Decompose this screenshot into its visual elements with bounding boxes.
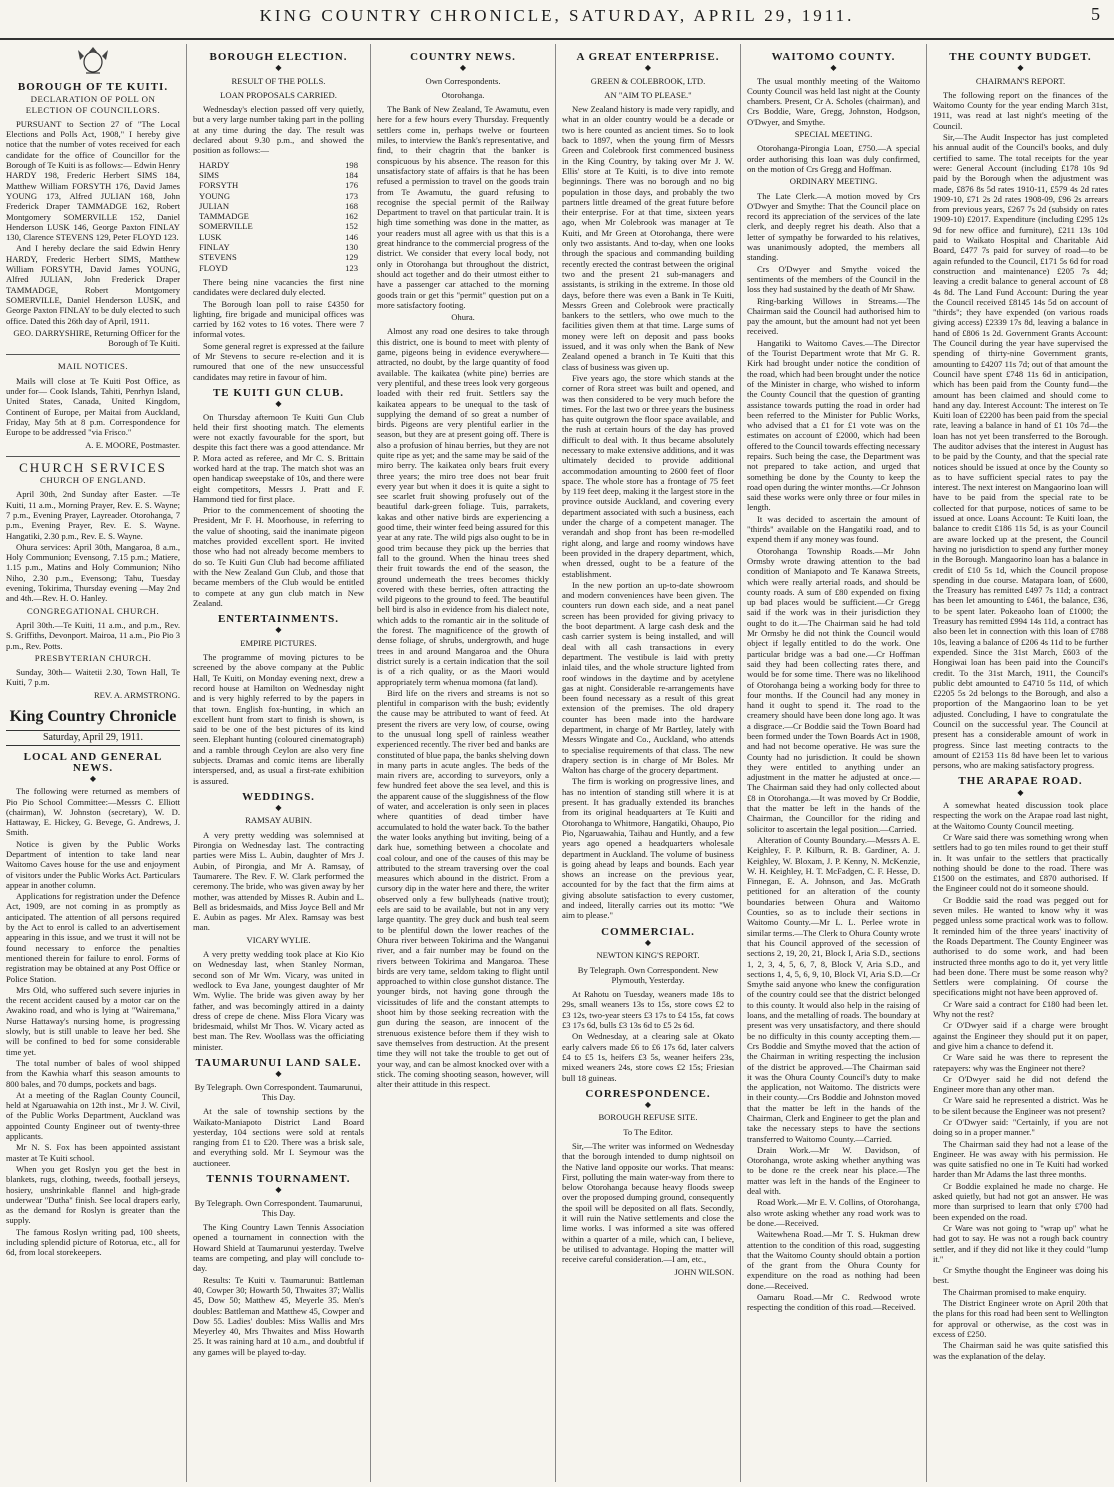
gun-club-body: On Thursday afternoon Te Kuiti Gun Club held their first shooting match. The elements were not exactly favourable for the sport, but despite this fact there was a good attendance. Mr P. Mora acted as referee, and Mr C. S. Brittain worked hard at the trap. The match shot was an open handicap sweepstake of 10s, and there were eight competitors, Messrs J. Pratt and F. Hammond tied for first place. bbox=[193, 411, 364, 504]
land-sale-title: TAUMARUNUI LAND SALE. bbox=[195, 1057, 362, 1070]
arapae-road-body: Cr Smythe thought the Engineer was doing his best. bbox=[933, 1265, 1108, 1286]
commercial-title: COMMERCIAL. bbox=[601, 925, 695, 938]
ordinary-meeting-heading: ORDINARY MEETING. bbox=[789, 176, 878, 187]
country-news-subtitle: Own Correspondents. bbox=[425, 75, 501, 86]
correspondence-title: CORRESPONDENCE. bbox=[585, 1087, 711, 1100]
election-subtitle: RESULT OF THE POLLS. bbox=[231, 75, 326, 86]
gun-club-body: Prior to the commencement of shooting the President, Mr F. H. Moorhouse, in referring to the value of shooting, said the inanimate pigeon matches provided excellent sport. He invited those who had not already become members to do so. Te Kuiti Gun Club had become affiliated with the New Zealand Gun Club, and those that became members of the Club would be entitled to compete at any gun club match in New Zealand. bbox=[193, 505, 364, 608]
result-row: STEVENS 129 bbox=[199, 252, 358, 263]
column-6 bbox=[926, 44, 1114, 1482]
notice-body: PURSUANT to Section 27 of "The Local Elections and Polls Act, 1908," I hereby give notice that the number of votes received for each candidate for the office of Councillor for the Borough of Te Kuiti is as follows:— Edwin Henry HARDY 198, Frederic Herbert SIMS 184, Matthew William FORSYTH 176, David James YOUNG 173, Alfred JULIAN 168, John Frederick Draper TAMMADGE 162, Robert Montgomery SOMERVILLE 152, Daniel Henderson LUSK 146, George Paxton FINLAY 130, Clarence STEVENS 129, Peter FLOYD 123. bbox=[6, 118, 180, 243]
local-news-item: Mrs Old, who suffered such severe injuries in the recent accident caused by a motor car on the Awakino road, and who is lying at "Wairemana," Nurse Hattaway's nursing home, is progressing slowly, but is still unable to leave her bed. She will be confined to bed for some considerable time yet. bbox=[6, 984, 180, 1057]
land-sale-subtitle: By Telegraph. Own Correspondent. Taumarunui, This Day. bbox=[194, 1081, 363, 1102]
arapae-road-body: The District Engineer wrote on April 20th that the plans for this road had been sent to Wellington for approval or otherwise, as the cost was in excess of £250. bbox=[933, 1298, 1108, 1339]
presbyterian-body: Sunday, 30th— Waitetii 2.30, Town Hall, Te Kuiti, 7 p.m. bbox=[6, 667, 180, 688]
mail-title: MAIL NOTICES. bbox=[57, 361, 129, 372]
country-news-body: The Bank of New Zealand, Te Awamutu, even here for a few hours every Thursday. Frequently settlers come in, perhaps twelve or fourteen miles, to interview the Bank's representative, and find, to their chagrin that the banker is conspicuous by his absence. The reason for this unsatisfactory state of affairs is that he has been refused a permission to travel on the goods train from Te Awamutu, the guard refusing to recognise the special permit of the Railway Department to travel on that particular train. It is high time something was done in the matter, as your readers must all agree with us that this is a great hindrance to the commercial progress of the district. We consider that every local body, not only in Otorohanga but throughout the district, should act together and do their utmost either to have a passenger car attached to the morning goods train or get this "permit" question put on a more satisfactory footing. bbox=[377, 104, 549, 310]
special-meeting-heading: SPECIAL MEETING. bbox=[794, 129, 873, 140]
waitomo-county-body: The usual monthly meeting of the Waitomo County Council was held last night at the County chambers. Present, Cr A. Scholes (chairman), and Crs Boddie, Ware, Gregg, Johnston, Hodgson, O'Dwyer, and Smythe. bbox=[747, 75, 920, 127]
election-body: The Borough loan poll to raise £4350 for lighting, fire brigade and municipal offices was carried by 162 votes to 16 votes. There were 7 informal votes. bbox=[193, 298, 364, 340]
church-title: CHURCH SERVICES bbox=[19, 459, 167, 475]
local-news-item: Mr N. S. Fox has been appointed assistant master at Te Kuiti school. bbox=[6, 1142, 180, 1163]
county-budget-title: THE COUNTY BUDGET. bbox=[949, 51, 1092, 63]
result-row: FORSYTH 176 bbox=[199, 180, 358, 191]
entertainments-body: The programme of moving pictures to be screened by the above company at the Public Hall, Te Kuiti, on Monday evening next, drew a record house at Hamilton on Wednesday night and is very highly referred to by the papers in that town. English fox-hunting, in which an excellent hunt from start to finish is shown, is said to be one of the best pictures of its kind seen. Elephant hunting (coloured cinematograph) and a ramble through Ceylon are also very fine subjects. Dramas and comic items are liberally interspersed, and, as usual a first-rate exhibition is assured. bbox=[193, 652, 364, 786]
ornament-icon: ◆ bbox=[644, 63, 652, 73]
country-news-title: COUNTRY NEWS. bbox=[410, 51, 516, 63]
waitomo-county-body: The Late Clerk.—A motion moved by Crs O'Dwyer and Smythe: That the Council place on record its appreciation of the services of the late clerk, and deeply regret his death. Also that a letter of sympathy be forwarded to his relatives, was unanimously adopted, the members all standing. bbox=[747, 190, 920, 263]
arapae-road-body: Cr Ware said he was there to represent the ratepayers: why was the Engineer not there? bbox=[933, 1052, 1108, 1073]
local-news-item: The total number of bales of wool shipped from the Kawhia wharf this season amounts to 800 bales, and 70 dumps, pockets and bags. bbox=[6, 1057, 180, 1089]
result-row: JULIAN 168 bbox=[199, 200, 358, 211]
enterprise-body: The firm is working on progressive lines, and has no intention of standing still where it is at present. It has gradually extended its branches from its original headquarters at Te Kuiti and Otorohanga to Whitmore, Hangatiki, Ohaupo, Pio Pio, Ngaruawahia, Taihau and Huntly, and a few years ago opened a headquarters wholesale department in Auckland. The volume of business is going ahead by leaps and bounds. Each year shows an increase on the previous year, accounted for by the fact that the firm aims at giving absolute satisfaction to every customer, and indeed, literally carries out its motto: "We aim to please." bbox=[562, 776, 734, 921]
election-body: Some general regret is expressed at the failure of Mr Stevens to secure re-election and it is rumoured that one of the new unsuccessful candidates may retire in favour of him. bbox=[193, 340, 364, 382]
royal-crest-icon bbox=[72, 46, 114, 76]
commercial-subtitle-2: By Telegraph. Own Correspondent. New Plymouth, Yesterday. bbox=[577, 964, 719, 985]
country-news-body: Almost any road one desires to take through this district, one is bound to meet with plenty of game, pigeons being in evidence everywhere—attracted, no doubt, by the large quantity of food available. The kaikatea (white pine) berries are very plentiful, and these trees look very gorgeous loaded with their red fruit. Settlers say the kaikatea appears to be unequal to the task of supplying the demand of so great a number of birds. Pigeons are very plentiful earlier in the season, but they are at present going off. There is also a profusion of hinau berries, but they are not quite ripe as yet; and the same may be said of the miro berry. The kaikatea only bears fruit every three years; the miro tree does not bear fruit every year but when it does it is quite a sight to see scarlet fruit showing profusely out of the beautiful dark-green foliage. Tuis, parrakets, kakas and other native birds are experiencing a good time, their winter feed being assured for this year at any rate. The wild pigs also ought to be in good trim because they pick up the berries that fall to the ground. When the hinau trees shed their fruit towards the end of the season, the ground underneath the trees becomes thickly covered with these berries, often attracting the wild pigeons to the ground to feed. The beautiful bell bird is also in evidence from his dialect note, which adds to the romantic air in the solitude of the forest. The magnificence of the growth of dense foliage, of shrubs, undergrowth, and huge trees in and around Mangaroa and the Ohura district surely is a certain indication that the soil is of a rich quality, or as the Maori would appropriately term whenua momona (fat land). bbox=[377, 326, 549, 687]
column-3 bbox=[370, 44, 555, 1482]
arapae-road-body: The Chairman promised to make enquiry. bbox=[943, 1286, 1087, 1297]
column-4 bbox=[555, 44, 740, 1482]
ornament-icon: ◆ bbox=[459, 63, 467, 73]
place-heading: Otorohanga. bbox=[441, 89, 485, 100]
waitomo-county-body: Alteration of County Boundary.—Messrs A. E. Keighley, F. P. Kilburn, R. B. Gardiner, A. J. Keighley, W. Bloxam, J. P. Kenny, N. McKenzie, W. H. Keighley, H. T. McFadgen, C. F. Hesse, D. Finnegan, E. A. Johnson, and Jas. McGrath petitioned for an alteration of the county boundaries between Ohura and Waitomo Counties, so as to include their sections in Waitomo County.—Mr L. L. Perlee wrote in similar terms.—The Clerk to Ohura County wrote that his Council approved of the secession of sections 2, 19, 20, 21, Block I, Aria S.D., sections 1, 2, 3, 4, 5, 6, 7, 8, Block V, Aria S.D., and sections 1, 4, 5, 6, 9, 10, Block VI, Aria S.D.—Cr Smythe said anyone who knew the configuration of the country could see that the district belonged to this county. It would also help in the raising of loans, and the metalling of roads. The boundary at present was very unsatisfactory, and there should be no difficulty in this county accepting them.—Crs Boddie and Smythe moved that the action of the Chairman in writing respecting the inclusion of the district be approved.—The Chairman said it was the Ohura County Council's duty to make the application, not Waitomo. The districts were in their county.—Crs Boddie and Johnston moved that the matter be left in the hands of the Chairman, Clerk and Engineer to get the plan and take the necessary steps to have the sections transferred to Waitomo County.—Carried. bbox=[747, 834, 920, 1144]
notice-subtitle: DECLARATION OF POLL ON ELECTION OF COUNCILLORS. bbox=[25, 94, 161, 115]
ornament-icon: ◆ bbox=[830, 63, 837, 73]
local-news-item: Notice is given by the Public Works Department of intention to take land near Waitomo Caves house for the use and enjoyment of visitors under the Public Works Act. Particulars appear in another column. bbox=[6, 838, 180, 890]
enterprise-body: In the new portion an up-to-date showroom and modern conveniences have been given. The counters run down each side, and a neat panel screen has been provided for giving privacy to the boot department. A large cash desk and the cash carrier system is being installed, and will deal with all cash transactions in every department. The vestibule is laid with pretty inlaid tiles, and the whole structure lighted from roof windows in the daytime and by acetylene gas at night. Considerable re-arrangements have been found necessary as a result of this great extension of the premises. The old drapery counter has been made into the hardware department, in charge of Mr Bartley, lately with Messrs Wingate and Co., Auckland, who attends to specialise requirements of that class. The new drapery section is in charge of Mr Boles. Mr Walton has charge of the grocery department. bbox=[562, 579, 734, 776]
church-subtitle: CHURCH OF ENGLAND. bbox=[39, 475, 146, 486]
weddings-title: WEDDINGS. bbox=[242, 790, 315, 803]
notice-title: BOROUGH OF TE KUITI. bbox=[17, 81, 169, 93]
correspondence-signature: JOHN WILSON. bbox=[674, 1266, 734, 1277]
arapae-road-title: THE ARAPAE ROAD. bbox=[958, 775, 1083, 788]
column-1 bbox=[0, 44, 186, 1482]
gun-club-title: TE KUITI GUN CLUB. bbox=[212, 386, 345, 399]
mail-signature: A. E. MOORE, Postmaster. bbox=[85, 439, 180, 450]
enterprise-body: Five years ago, the store which stands at the corner of Rora street was built and opened, and was then considered to be very much before the times. For the last two or three years the business has quite outgrown the floor space available, and the rush at certain hours of the day has proved difficult to deal with. It thus became absolutely necessary to make extensive additions, and it was ultimately decided to provide additional accommodation amounting to 2600 feet of floor space. The whole store has a frontage of 75 feet by 119 feet deep, making it the largest store in the province outside Auckland, and covering every department associated with such a business, each under the charge of a competent manager. The verandah and shop front has been re-modelled right along, and large and roomy windows have been provided in the drapery department, which, when dressed, ought to be a feature of the establishment. bbox=[562, 372, 734, 579]
waitomo-county-body: Hangatiki to Waitomo Caves.—The Director of the Tourist Department wrote that Mr G. R. Kirk had brought under notice the condition of the road, which had been brought under the notice of the Minister in charge, who wished to inform the County Council that the question of granting assistance towards putting the road in order had been referred to the Minister for Public Works, who advised that a £1 for £1 vote was on the estimates on account of £2000, which had been offered to the Council towards effecting necessary repairs. Such being the case, the Department was not prepared to take action, and urged that something be done by the County to keep the road open during the winter months.—Cr Johnson said these works were only three or four miles in length. bbox=[747, 337, 920, 513]
land-sale-body: At the sale of township sections by the Waikato-Maniapoto District Land Board yesterday, 104 sections were sold at rentals ranging from £1 to £20. There was a brisk sale, and everything sold. Mr I. Seymour was the auctioneer. bbox=[193, 1106, 364, 1168]
waitomo-county-body: Otorohanga Township Roads.—Mr John Ormsby wrote drawing attention to the bad condition of Maniapoto and Te Kanawa Streets, which were really arterial roads, and should be county roads. A sum of £80 expended on fixing up bad places would be sufficient.—Cr Gregg said if the work was in their jurisdiction they ought to do it.—The Chairman said he had told Mr Ormsby he did not think the Council would object if legally entitled to do the work. One particular bridge was a bad one.—Cr Hoffman said they had been collecting rates there, and would be for some time. There was no likelihood of Otorohanga being a working body for three to four months. If the Council had any money in hand it ought to spend it. The road to the creamery should have been done long ago. It was a disgrace.—Cr Boddie said the Town Board had been formed under the Town Boards Act in 1908, and had not become operative. He was sure the County had no jurisdiction. It could be shown they were entitled to anything under an adjustment in the matter he adjusted at once.—The Chairman said they had only collected about £8 in Otorohanga.—It was moved by Cr Boddie, that the matter be left in the hands of the Chairman, the Councillor for the riding and solicitor to ascertain the legal position.—Carried. bbox=[747, 545, 920, 834]
result-row: SIMS 184 bbox=[199, 169, 358, 180]
tennis-subtitle: By Telegraph. Own Correspondent. Taumarunui, This Day. bbox=[194, 1197, 363, 1218]
enterprise-subtitle: GREEN & COLEBROOK, LTD. bbox=[590, 75, 706, 86]
result-row: TAMMADGE 162 bbox=[199, 211, 358, 222]
arapae-road-body: Cr Ware said he represented a district. Was he to be silent because the Engineer was not present? bbox=[933, 1095, 1108, 1116]
tennis-body: The King Country Lawn Tennis Association opened a tournament in connection with the Howard Shield at Taumarunui yesterday. Twelve teams are competing, and play will conclude to-day. bbox=[193, 1222, 364, 1274]
masthead-title: KING COUNTRY CHRONICLE, SATURDAY, APRIL 29, 1911. bbox=[259, 6, 855, 25]
result-row: FLOYD 123 bbox=[199, 262, 358, 273]
ornament-icon: ◆ bbox=[1017, 787, 1024, 797]
election-body: There being nine vacancies the first nine candidates were declared duly elected. bbox=[193, 276, 364, 298]
newspaper-columns bbox=[0, 44, 1114, 1482]
country-news-body: Bird life on the rivers and streams is not so plentiful in comparison with the bush; evidently the cause may be attributed to want of feed. At present the rivers are very low, of course, owing to the unusual long spell of rainless weather experienced recently. The river bed and banks are constituted of blue papa, the banks shelving down in many parts in acute angles. The beds of the main rivers are, according to surveyors, only a few hundred feet above the sea level, and this is the apparent cause of the sluggishness of the flow of water, and acceleration is only seen in places where quantities of dead timber have accumulated to hold the water back. To the bather the water looks anything but inviting, being of a dark hue, something between a chocolate and coal colour, and one of the causes of this may be attributed to the stream traversing over the coal measures which abound in the district. From a cursory dip in the water here and there, the writer observed only a few bullyheads (native trout); eels are said to be available, but not in any very large quantity. The grey duck and bush teal seem to be plentiful down the lower reaches of the Ohura river between Tokirima and the Wanganui river, and a fair number may be found on the rivers between Tokirima and Mangaroa. These birds are very tame, seldom taking to flight until approached to within close gunshot distance. The younger birds, not having gone through the vicissitudes of life and the constant attempts to shoot him by those seeking recreation with the gun during the season, are innocent of the strenuous existence before them if they wish to save themselves from destruction. At the present time they will not take the trouble to get out of your way, and can be almost knocked over with a stick. The coming shooting season, however, will alter their attitude in this respect. bbox=[377, 687, 549, 1090]
arapae-road-body: Cr Ware said there was something wrong when settlers had to go ten miles round to get their stuff in. It was unfair to the settlers that practically nothing should be done to the road. There was £1500 on the estimates, and £870 authorised. If the Engineer could not do it someone should. bbox=[933, 831, 1108, 894]
congregational-title: CONGREGATIONAL CHURCH. bbox=[26, 605, 160, 616]
church-body: April 30th, 2nd Sunday after Easter. —Te Kuiti, 11 a.m., Morning Prayer, Rev. E. S. Wayne; 7 p.m., Evening Prayer, Layreader. Otorohanga, 7 p.m., Evening Prayer, Rev. E. S. Wayne. Hangatiki, 2.30 p.m., Rev. E. S. Wayne. bbox=[6, 489, 180, 541]
local-news-title: LOCAL AND GENERAL NEWS. bbox=[23, 751, 163, 774]
county-budget-subtitle: CHAIRMAN'S REPORT. bbox=[975, 75, 1066, 86]
election-title: BOROUGH ELECTION. bbox=[209, 51, 348, 63]
ornament-icon: ◆ bbox=[275, 625, 282, 635]
county-budget-body: Sir,—The Audit Inspector has just completed his annual audit of the Council's books, and duly certified to same. The total receipts for the year were: General Account (including £178 10s 9d paid by the Borough when the adjustment was made, £876 8s 5d rates 1910-11, £579 4s 2d rates 1909-10, £71 2s 2d rates 1908-09, £96 2s arrears from previous years, £267 7s 2d (subsidy on rates 1909-10) £2017. Expenditure (including £295 12s 9d for new office and furniture), £211 13s 10d paid to Waikato Hospital and Charitable Aid Board, £477 7s paid for survey of road—to be again refunded to the Council, £171 5s 6d for road construction and maintenance) £205 7s 4d; leaving a credit balance to general account of £8 4s 8d. The Land Fund Account: During the year the Council received £8145 14s 5d on account of "thirds"; they have expended (on various roads giving access) £2339 17s 8d, leaving a balance in hand of £806 1s 2d. Government Grants Account: The Council during the year have supervised the spending of thirty-nine Government grants, amounting to £4207 11s 7d; out of that amount the Council have spent £748 11s 6d in anticipation, which has been paid from the County fund—the amount has been claimed and should come to hand any day. Interest Account: The interest on Te Kuiti loan of £2200 has been paid from the special rate, leaving a balance in hand of £1 10s 7d—the loan has not yet been transferred to the Borough. The auditor advises that the interest in August has to be paid by the County, and that the special rate notices should be issued at once by the County so as to have sufficient special rates to pay the interest. The next interest on Mangaorino loan will have to be paid from the special rate to be collected for that purpose, notices of same to be issued at once. Loans Account: Te Kuiti loan, the balance to credit £186 11s 5d, is as your Council are aware locked up at the present, the Council having no jurisdiction to spend any further money in the Borough. Mangaorino loan has a balance in credit of £10 5s 1d, which the Council propose spending in due course. Matapara loan, of £600, the Treasury has remitted £497 7s 11d; a contract has been let amounting to £461, the balance, £36, to be spent later. Pokeaoho loan of £1000; the Treasury has remitted £994 14s 11d, a contract has also been let in connection with this loan of £788 10s, leaving a balance of £206 4s 11d to be further expended. Since the 31st March, £603 of the Hongiwai loan has been paid into the Council's credit. To the 31st March, 1911, the Council's public debt amounted to £4710 5s 11d, of which £2205 5s 2d belongs to the Borough, and also a proportion of the Mangaorino loan to be yet adjusted. Concluding, I have to congratulate the Council on the successful year. The Council at present has a considerable amount of work in progress. Since last meeting contracts to the amount of £2153 11s 8d have been let to various persons, who are making satisfactory progress. bbox=[933, 132, 1108, 771]
tennis-title: TENNIS TOURNAMENT. bbox=[206, 1172, 351, 1185]
notice-declaration: And I hereby declare the said Edwin Henry HARDY, Frederic Herbert SIMS, Matthew William FORSYTH, David James YOUNG, Alfred JULIAN, John Frederick Draper TAMMADGE, Robert Montgomery SOMERVILLE, Daniel Henderson LUSK, and George Paxton FINLAY to be duly elected to such office. Dated this 26th day of April, 1911. bbox=[6, 243, 180, 326]
arapae-road-body: A somewhat heated discussion took place respecting the work on the Arapae road last night, at the Waitomo County Council meeting. bbox=[933, 800, 1108, 831]
wedding-body: A very pretty wedding took place at Kio Kio on Wednesday last, when Stanley Norman, second son of Mr Wm. Vicary, was united in wedlock to Eva Jane, youngest daughter of Mr Wm. Wylie. The bride was given away by her father, and was becomingly attired in a dainty dress of crepe de chene. Miss Flora Vicary was bridesmaid, whilst Mr Thos. W. Vicary acted as best man. The Rev. Woollass was the officiating minister. bbox=[193, 949, 364, 1052]
ornament-icon: ◆ bbox=[644, 937, 652, 947]
column-2 bbox=[186, 44, 370, 1482]
commercial-body: On Wednesday, at a clearing sale at Okato early calvers made £6 to £6 17s 6d, later calvers £4 to £5 1s, heifers £3 5s, weaner heifers 23s, mixed weaners 24s, store cows £2 15s; Friesian bull 18 guineas. bbox=[562, 1031, 734, 1083]
waitomo-county-body: Waitewhena Road.—Mr T. S. Hukman drew attention to the condition of this road, suggesting that the Waitomo County should obtain a portion of the grant from the Ohura County for expenditure on the road as nothing had been done.—Received. bbox=[747, 1229, 920, 1291]
waitomo-county-body: Ring-barking Willows in Streams.—The Chairman said the Council had authorised him to pay the amount, but the amount had not yet been received. bbox=[747, 295, 920, 337]
county-budget-body: The following report on the finances of the Waitomo County for the year ending March 31st, 1911, was read at last night's meeting of the Council. bbox=[933, 89, 1108, 131]
entertainments-title: ENTERTAINMENTS. bbox=[217, 613, 340, 626]
election-intro: Wednesday's election passed off very quietly, but a very large number taking part in the polling at any time during the day. The result was declared about 9.30 p.m., and showed the position as follows:— bbox=[193, 104, 364, 156]
waitomo-county-body: Road Work.—Mr E. V. Collins, of Otorohanga, also wrote asking whether any road work was to be done.—Received. bbox=[747, 1197, 920, 1228]
waitomo-county-body: Drain Work.—Mr W. Davidson, of Otorohanga, wrote asking whether anything was to be done re the creek near his place.—The matter was left in the hands of the Engineer to deal with. bbox=[747, 1144, 920, 1197]
mail-body: Mails will close at Te Kuiti Post Office, as under for— Cook Islands, Tahiti, Penrhyn Island, United States, Canada, United Kingdom, Continent of Europe, per Maitai from Auckland, Friday, May 5th at 8 p.m. Correspondence for Europe to be addressed "via Frisco." bbox=[6, 375, 180, 438]
result-row: HARDY 198 bbox=[199, 159, 358, 170]
ornament-icon: ◆ bbox=[275, 803, 282, 813]
masthead bbox=[0, 0, 1114, 40]
ornament-icon: ◆ bbox=[1017, 63, 1024, 73]
arapae-road-body: The Chairman said they had not a lease of the Engineer. He was away with his permission. He was quite satisfied no one in Te Kuiti had worked harder than Mr Adams the last three months. bbox=[933, 1138, 1108, 1180]
church-ohura: Ohura services: April 30th, Mangaroa, 8 a.m., Holy Communion; Evensong, 7.15 p.m.; Matiere, 1.15 p.m., Matins and Holy Communion; Niho Niho, 2.30 p.m., Evensong; Tahu, Tuesday evening, Tokirima, Thursday evening —May 2nd and 4th.—Rev. H. O. Hanley. bbox=[6, 541, 180, 604]
arapae-road-body: Cr O'Dwyer said: "Certainly, if you are not doing so in a proper manner." bbox=[933, 1116, 1108, 1138]
arapae-road-body: The Chairman said he was quite satisfied this was the explanation of the delay. bbox=[933, 1340, 1108, 1361]
place-heading: Ohura. bbox=[451, 312, 475, 323]
wedding-subtitle: RAMSAY AUBIN. bbox=[245, 815, 312, 826]
ornament-icon: ◆ bbox=[275, 1069, 282, 1079]
election-subtitle-2: LOAN PROPOSALS CARRIED. bbox=[220, 89, 337, 100]
wedding-subtitle-2: VICARY WYLIE. bbox=[246, 934, 311, 945]
arapae-road-body: Cr Boddie said the road was pegged out for seven miles. He wanted to know why it was pegged unless some practical work was to follow. It reminded him of the three years' inactivity of the Roads Department. The County Engineer was authorised to do some work, and had been instructed three months ago to do it, yet very little had been done. There must be some reason why? Settlers were complaining. Of course the specifications might not have been approved of. bbox=[933, 894, 1108, 998]
enterprise-body: New Zealand history is made very rapidly, and what in an older country would be a decade or two is here counted as ancient times. So to look back to 1897, when the young firm of Messrs Green and Colebrook first commenced business in the King Country, by taking over Mr J. W. Ellis' store at Te Kuiti, is to dive into remote beginnings. There was no borough and no big population in those days, and probably the two partners little dreamed of the great future before their enterprise. For at that time, sixteen years ago, when Mr Colebrook was manager at Te Kuiti, and Mr Green at Otorohanga, there were only two assistants. And to-day, when one looks through the spacious and commanding building recently erected the contrast between the original two and the present 21 sub-managers and assistants, is striking in the extreme. In those old days, before there was even a Bank in Te Kuiti, Messrs Green and Colebrook were practically bankers to the settlers, who owe much to the facilities given them at that time. Large sums of money were left on deposit and pass books issued, and it was only when the Bank of New Zealand opened a branch in Te Kuiti that this class of business was given up. bbox=[562, 104, 734, 372]
correspondence-subtitle-2: To The Editor. bbox=[623, 1126, 673, 1137]
column-5 bbox=[740, 44, 926, 1482]
ornament-icon: ◆ bbox=[275, 399, 282, 409]
notice-signature: GEO. DARRYSHIRE, Returning Officer for the Borough of Te Kuiti. bbox=[13, 327, 180, 349]
entertainments-subtitle: EMPIRE PICTURES. bbox=[240, 637, 317, 648]
waitomo-county-body: Crs O'Dwyer and Smythe voiced the sentiments of the members of the Council in the loss they had sustained by the death of Mr Shaw. bbox=[747, 263, 920, 295]
waitomo-county-body: Otorohanga-Pirongia Loan, £750.—A special order authorising this loan was duly confirmed, on the motion of Crs Gregg and Hoffman. bbox=[747, 143, 920, 174]
divider bbox=[6, 354, 180, 355]
ornament-icon: ◆ bbox=[275, 1185, 282, 1195]
waitomo-county-body: Oamaru Road.—Mr C. Redwood wrote respecting the condition of this road.—Received. bbox=[747, 1292, 920, 1313]
arapae-road-body: Cr O'Dwyer said if a charge were brought against the Engineer they should put it on paper, and give him a chance to defend it. bbox=[933, 1020, 1108, 1051]
commercial-body: At Rahotu on Tuesday, weaners made 18s to 29s, small weaners 13s to 15s, store cows £2 to £3 12s, two-year steers £3 17s to £4 15s, fat cows £3 17s 6d, bulls £3 13s 6d to £5 2s 6d. bbox=[562, 989, 734, 1031]
commercial-subtitle: NEWTON KING'S REPORT. bbox=[596, 950, 700, 961]
local-news-item: At a meeting of the Raglan County Council, held at Ngaruawahia on 12th inst., Mr J. W. Civil, of the Public Works Department, Auckland was appointed County Engineer out of twenty-three applicants. bbox=[6, 1089, 180, 1142]
divider bbox=[6, 456, 180, 457]
arapae-road-body: Cr Ware was not going to "wrap up" what he had got to say. He was not a rough back country settler, and if they did not like it they could "lump it." bbox=[933, 1222, 1108, 1264]
wedding-body: A very pretty wedding was solemnised at Pirongia on Wednesday last. The contracting parties were Miss L. Aubin, daughter of Mrs J. Aubin, of Pirongia, and Mr A. Ramsay, of Taumarere. The Rev. F. W. Clark performed the ceremony. The bride, who was given away by her mother, was attended by Misses R. Aubin and L. Bell as bridesmaids, and Miss Joyce Bell and Mr E. Aubin as pages. Mr Alex. Ramsay was best man. bbox=[193, 829, 364, 933]
arapae-road-body: Cr Ware said a contract for £180 had been let. Why not the rest? bbox=[933, 998, 1108, 1020]
local-news-item: The famous Roslyn writing pad, 100 sheets, including splendid picture of Rotorua, etc., all for 6d, from local storekeepers. bbox=[6, 1226, 180, 1258]
ornament-icon: ◆ bbox=[275, 63, 282, 73]
arapae-road-body: Cr O'Dwyer said he did not defend the Engineer more than any other man. bbox=[933, 1073, 1108, 1095]
presbyterian-signature: REV. A. ARMSTRONG. bbox=[93, 689, 180, 700]
result-row: SOMERVILLE 152 bbox=[199, 221, 358, 232]
result-row: FINLAY 130 bbox=[199, 242, 358, 253]
local-news-item: The following were returned as members of Pio Pio School Committee:—Messrs C. Elliott (chairman), W. Johnston (secretary), W. D. Hattaway, E. Hickey, G. Bevege, G. Andrews, J. Smith. bbox=[6, 786, 180, 838]
congregational-body: April 30th.—Te Kuiti, 11 a.m., and p.m., Rev. S. Griffiths, Devonport. Mairoa, 11 a.m., Pio Pio 3 p.m., Rev. Potts. bbox=[6, 619, 181, 651]
ornament-icon: ◆ bbox=[644, 1100, 652, 1110]
election-results bbox=[193, 160, 364, 273]
enterprise-title: A GREAT ENTERPRISE. bbox=[576, 51, 720, 63]
paper-date: Saturday, April 29, 1911. bbox=[6, 730, 180, 746]
presbyterian-title: PRESBYTERIAN CHURCH. bbox=[34, 652, 152, 663]
local-news-item: When you get Roslyn you get the best in blankets, rugs, clothing, tweeds, football jerseys, hosiery, unshrinkable flannel and high-grade underwear "Dutha" finish. See local drapers early, as the demand for Roslyn is greater than the supply. bbox=[6, 1163, 180, 1226]
ornament-icon: ◆ bbox=[89, 773, 97, 783]
arapae-road-body: Cr Boddie explained he made no charge. He asked quietly, but had not got an answer. He was more than surprised to learn that only £700 had been expended on the road. bbox=[933, 1180, 1108, 1222]
correspondence-body: Sir,—The writer was informed on Wednesday that the borough intended to dump nightsoil on the Native land opposite our works. That means: First, polluting the main water-way from there to below Otorohanga because heavy floods sweep over the proposed dumping ground, consequently the spoil will be deposited on all flats. Secondly, it will ruin the Native settlements and close the lime works. I was informed a site was offered within a quarter of a mile, which can, I believe, be utilised to advantage. Hoping the matter will receive careful consideration.—I am, etc., bbox=[562, 1140, 734, 1265]
waitomo-county-title: WAITOMO COUNTY. bbox=[771, 51, 896, 63]
paper-name: King Country Chronicle bbox=[9, 708, 177, 726]
waitomo-county-body: It was decided to ascertain the amount of "thirds" available on the Hangatiki road, and to expend them if any money was found. bbox=[747, 513, 920, 545]
correspondence-subtitle: BOROUGH REFUSE SITE. bbox=[598, 1112, 698, 1123]
enterprise-subtitle-2: AN "AIM TO PLEASE." bbox=[604, 89, 692, 100]
local-news-item: Applications for registration under the Defence Act, 1909, are not coming in as promptly as anticipated. The attention of all persons required by the Act to enrol is called to an advertisement appearing in this issue, and we trust it will not be found necessary to enforce the penalties mentioned therein for failure to enrol. Forms of registration may be obtained at any Post Office or Police Station. bbox=[6, 891, 180, 984]
result-row: LUSK 146 bbox=[199, 231, 358, 242]
tennis-body: Results: Te Kuiti v. Taumarunui: Battleman 40, Cowper 30; Howarth 50, Thwaites 37; Wallis 45, Dow 50; Matthew 45, Meyerle 35. Men's doubles: Battleman and Matthew 45, Cowper and Dow 55. Ladies' doubles: Miss Wallis and Mrs Meyerley 40, Mrs Thwaites and Miss Howarth 25. It was raining hard at 10 a.m., and doubtful if any games will be played to-day. bbox=[193, 1274, 364, 1357]
page-number: 5 bbox=[1091, 4, 1100, 24]
result-row: YOUNG 173 bbox=[199, 190, 358, 201]
